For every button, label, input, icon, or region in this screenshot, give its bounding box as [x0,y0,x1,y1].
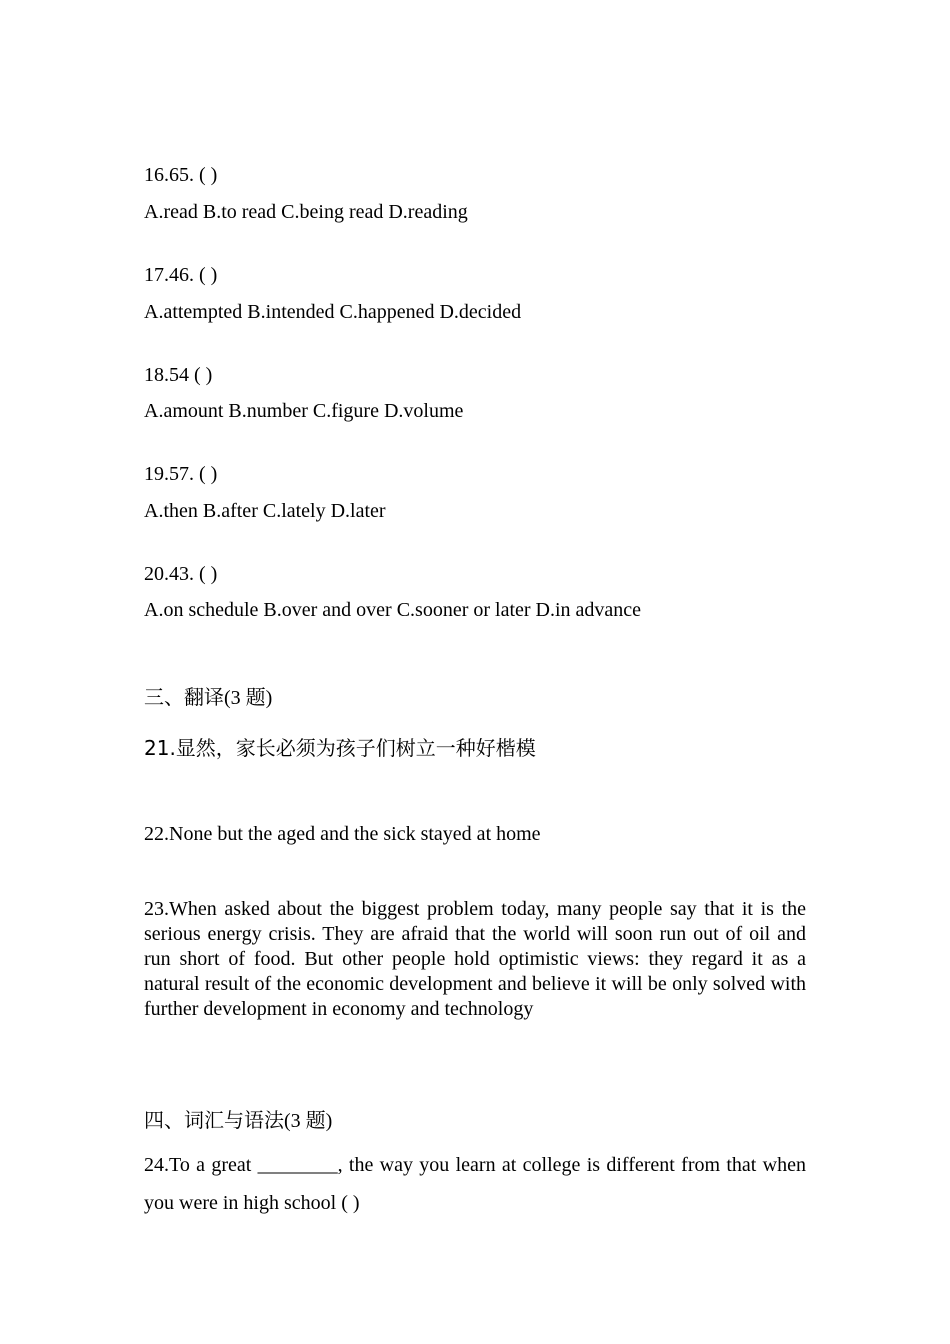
question-18-options: A.amount B.number C.figure D.volume [144,400,464,422]
question-17-stem: 17.46. ( ) [144,264,218,286]
question-20-stem: 20.43. ( ) [144,563,218,585]
section-4-heading: 四、词汇与语法(3 题) [144,1110,333,1132]
question-19-stem: 19.57. ( ) [144,463,218,485]
question-24: 24.To a great ________, the way you learn at college is different from that when you were in high school ( ) [144,1154,806,1214]
question-16-options: A.read B.to read C.being read D.reading [144,201,468,223]
question-21: 21.显然，家长必须为孩子们树立一种好楷模 [144,736,536,760]
question-18-stem: 18.54 ( ) [144,364,213,386]
section-3-heading: 三、翻译(3 题) [144,687,273,709]
question-19-options: A.then B.after C.lately D.later [144,500,386,522]
question-22: 22.None but the aged and the sick stayed at home [144,823,541,845]
question-23-passage: 23.When asked about the biggest problem today, many people say that it is the serious energy crisis. They are afraid that the world will soon run out of oil and run short of food. But other people hold optimistic views: they regard it as a natural result of the economic development and believe it will be only solved with further development in economy and technology [144,898,806,1020]
question-17-options: A.attempted B.intended C.happened D.decided [144,301,522,323]
question-16-stem: 16.65. ( ) [144,164,218,186]
question-20-options: A.on schedule B.over and over C.sooner or later D.in advance [144,599,642,621]
